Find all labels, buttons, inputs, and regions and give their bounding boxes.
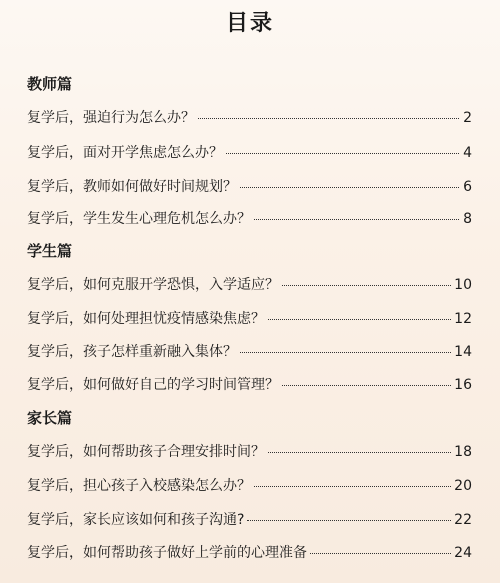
toc-entry-page: 24 <box>454 545 472 561</box>
toc-entry[interactable] <box>27 374 472 396</box>
toc-entry[interactable] <box>27 176 472 198</box>
leader-dots <box>282 385 451 386</box>
toc-entry-title: 复学后，教师如何做好时间规划？ <box>27 179 237 195</box>
leader-dots <box>268 452 451 453</box>
toc-entry-page: 4 <box>463 145 472 161</box>
toc-entry[interactable] <box>27 142 472 164</box>
toc-entry-page: 8 <box>463 211 472 227</box>
section-heading-parent: 家长篇 <box>27 409 73 427</box>
toc-entry-page: 10 <box>454 277 472 293</box>
toc-entry-title: 复学后，学生发生心理危机怎么办？ <box>27 211 251 227</box>
toc-entry-title: 复学后，家长应该如何和孩子沟通? <box>27 512 245 528</box>
leader-dots <box>240 187 459 188</box>
toc-entry-page: 22 <box>454 512 472 528</box>
leader-dots <box>247 520 451 521</box>
toc-entry[interactable] <box>27 341 472 363</box>
leader-dots <box>198 118 459 119</box>
leader-dots <box>254 486 451 487</box>
toc-entry-title: 复学后，如何克服开学恐惧，入学适应？ <box>27 277 279 293</box>
toc-entry-page: 20 <box>454 478 472 494</box>
toc-entry-title: 复学后，孩子怎样重新融入集体？ <box>27 344 237 360</box>
toc-entry[interactable] <box>27 308 472 330</box>
leader-dots <box>282 285 451 286</box>
toc-entry-page: 2 <box>463 110 472 126</box>
toc-entry-page: 16 <box>454 377 472 393</box>
section-heading-teacher: 教师篇 <box>27 75 73 93</box>
toc-entry-page: 14 <box>454 344 472 360</box>
page-title: 目录 <box>225 11 274 36</box>
toc-entry-title: 复学后，担心孩子入校感染怎么办？ <box>27 478 251 494</box>
leader-dots <box>254 219 459 220</box>
toc-entry-title: 复学后，如何处理担忧疫情感染焦虑？ <box>27 311 265 327</box>
toc-entry[interactable] <box>27 107 472 129</box>
leader-dots <box>310 553 451 554</box>
toc-entry-title: 复学后，强迫行为怎么办？ <box>27 110 195 126</box>
leader-dots <box>268 319 451 320</box>
toc-entry[interactable] <box>27 274 472 296</box>
toc-entry[interactable] <box>27 542 472 564</box>
toc-entry-title: 复学后，如何帮助孩子做好上学前的心理准备 <box>27 545 307 561</box>
toc-entry[interactable] <box>27 208 472 230</box>
toc-entry[interactable] <box>27 441 472 463</box>
toc-entry[interactable] <box>27 475 472 497</box>
toc-entry-title: 复学后，如何帮助孩子合理安排时间？ <box>27 444 265 460</box>
leader-dots <box>240 352 451 353</box>
toc-entry[interactable] <box>27 509 472 531</box>
leader-dots <box>226 153 459 154</box>
toc-entry-page: 6 <box>463 179 472 195</box>
toc-entry-title: 复学后，如何做好自己的学习时间管理？ <box>27 377 279 393</box>
toc-entry-page: 18 <box>454 444 472 460</box>
toc-entry-page: 12 <box>454 311 472 327</box>
toc-entry-title: 复学后，面对开学焦虑怎么办？ <box>27 145 223 161</box>
section-heading-student: 学生篇 <box>27 242 73 260</box>
